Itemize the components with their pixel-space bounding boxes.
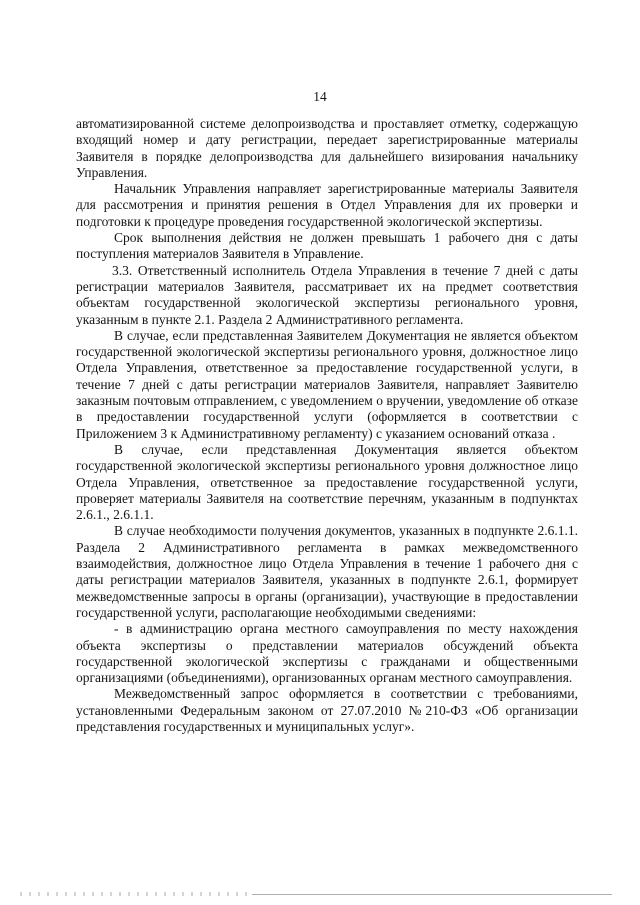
paragraph-refusal-case: В случае, если представленная Заявителем Документация не является объектом государственной экологической экспертизы регионального уровня, должностное лицо Отдела Управления, ответственное за предоставление государственной услуги, в течение 7 дней с даты регистрации материалов Заявителя, направляет Заявителю заказным почтовым отправлением, с уведомлением о вручении, уведомление об отказе в предоставлении государственной услуги (оформляется в соответствии с Приложением 3 к Административному регламенту) с указанием оснований отказа . <box>76 327 578 441</box>
scan-footer-artifact <box>20 892 620 898</box>
paragraph-section-3-3: 3.3. Ответственный исполнитель Отдела Управления в течение 7 дней с даты регистрации материалов Заявителя, рассматривает их на предмет соответствия объектам государственной экологической экспертизы регионального уровня, указанным в пункте 2.1. Раздела 2 Административного регламента. <box>76 262 578 327</box>
document-body <box>76 116 578 735</box>
paragraph-head-forwarding: Начальник Управления направляет зарегистрированные материалы Заявителя для рассмотрения и принятия решения в Отдел Управления для их проверки и подготовки к процедуре проведения государственной экологической экспертизы. <box>76 181 578 229</box>
paragraph-deadline: Срок выполнения действия не должен превышать 1 рабочего дня с даты поступления материалов Заявителя в Управление. <box>76 230 578 262</box>
scan-noise-dots <box>20 892 250 896</box>
scan-footer-rule <box>252 894 612 895</box>
paragraph-continuation: автоматизированной системе делопроизводства и проставляет отметку, содержащую входящий номер и дату регистрации, передает зарегистрированные материалы Заявителя в порядке делопроизводства для дальнейшего визирования начальнику Управления. <box>76 116 578 180</box>
paragraph-interagency-request: Межведомственный запрос оформляется в соответствии с требованиями, установленными Федеральным законом от 27.07.2010 №210-ФЗ «Об организации представления государственных и муниципальных услуг». <box>76 686 578 734</box>
page-number: 14 <box>313 89 327 104</box>
paragraph-interagency-need: В случае необходимости получения документов, указанных в подпункте 2.6.1.1. Раздела 2 Административного регламента в рамках межведомственного взаимодействия, должностное лицо Отдела Управления в течение 1 рабочего дня с даты регистрации материалов Заявителя, указанных в подпункте 2.6.1, формирует межведомственные запросы в органы (организации), участвующие в предоставлении государственной услуги, располагающие необходимыми сведениями: <box>76 523 578 620</box>
paragraph-list-item-administration: - в администрацию органа местного самоуправления по месту нахождения объекта экспертизы о представлении материалов обсуждений объекта государственной экологической экспертизы с гражданами и общественными организациями (объединениями), организованных органам местного самоуправления. <box>76 621 578 686</box>
paragraph-object-case: В случае, если представленная Документация является объектом государственной экологической экспертизы регионального уровня должностное лицо Отдела Управления, ответственное за предоставление государственной услуги, проверяет материалы Заявителя на соответствие перечням, указанным в подпунктах 2.6.1., 2.6.1.1. <box>76 441 578 523</box>
